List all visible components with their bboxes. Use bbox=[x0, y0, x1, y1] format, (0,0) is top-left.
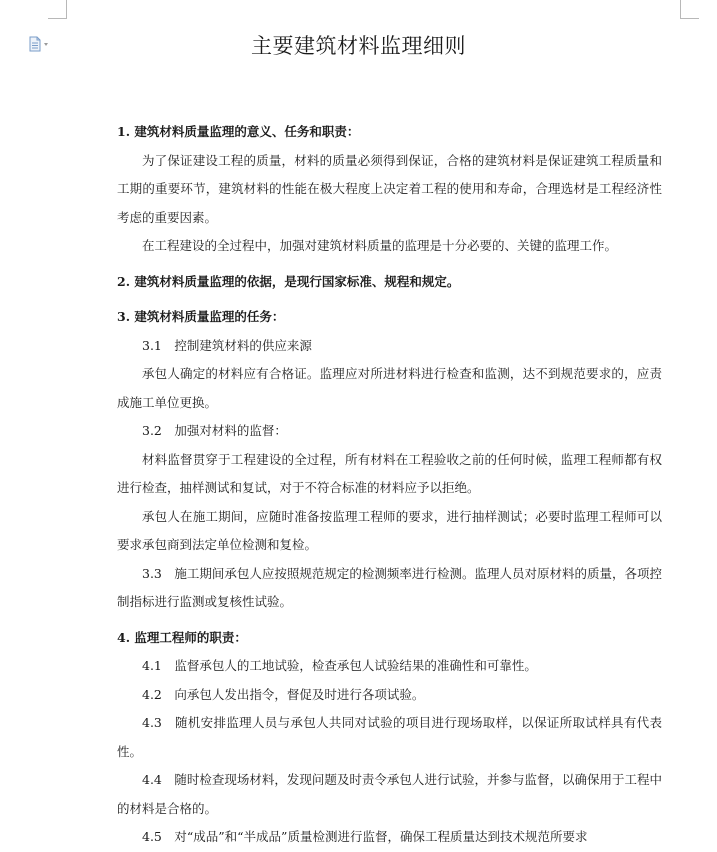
document-title: 主要建筑材料监理细则 bbox=[251, 34, 466, 58]
list-item: 4.4 随时检查现场材料，发现问题及时责令承包人进行试验，并参与监督，以确保用于工程中的材料是合格的。 bbox=[117, 772, 662, 816]
paragraph: 为了保证建设工程的质量，材料的质量必须得到保证，合格的建筑材料是保证建筑工程质量和工期的重要环节，建筑材料的性能在极大程度上决定着工程的使用和寿命，合理选材是工程经济性考虑的重要因素。 bbox=[117, 152, 662, 225]
page-corner-mark-left bbox=[48, 0, 67, 19]
document-body bbox=[117, 118, 662, 852]
list-item: 4.2 向承包人发出指令，督促及时进行各项试验。 bbox=[142, 686, 425, 702]
section-heading: 1. 建筑材料质量监理的意义、任务和职责： bbox=[117, 124, 360, 139]
list-item: 4.3 随机安排监理人员与承包人共同对试验的项目进行现场取样，以保证所取试样具有代表性。 bbox=[117, 715, 662, 759]
paragraph: 承包人在施工期间，应随时准备按监理工程师的要求，进行抽样测试；必要时监理工程师可以要求承包商到法定单位检测和复检。 bbox=[117, 508, 662, 552]
paragraph: 在工程建设的全过程中，加强对建筑材料质量的监理是十分必要的、关键的监理工作。 bbox=[142, 238, 618, 253]
section-heading: 2. 建筑材料质量监理的依据，是现行国家标准、规程和规定。 bbox=[117, 273, 460, 289]
list-item: 4.1 监督承包人的工地试验，检查承包人试验结果的准确性和可靠性。 bbox=[142, 658, 537, 673]
section-heading: 4. 监理工程师的职责： bbox=[117, 629, 247, 645]
paragraph: 承包人确定的材料应有合格证。监理应对所进材料进行检查和监测，达不到规范要求的，应责成施工单位更换。 bbox=[117, 366, 662, 410]
page-corner-mark-right bbox=[680, 0, 699, 19]
section-heading: 3. 建筑材料质量监理的任务： bbox=[117, 309, 285, 324]
subsection-title: 3.2 加强对材料的监督： bbox=[142, 423, 287, 438]
list-item: 4.5 对“成品”和“半成品”质量检测进行监督，确保工程质量达到技术规范所要求 bbox=[142, 829, 588, 844]
paragraph: 3.3 施工期间承包人应按照规范规定的检测频率进行检测。监理人员对原材料的质量，各项控制指标进行监测或复核性试验。 bbox=[117, 565, 662, 609]
paragraph: 材料监督贯穿于工程建设的全过程，所有材料在工程验收之前的任何时候，监理工程师都有权进行检查，抽样测试和复试，对于不符合标准的材料应予以拒绝。 bbox=[117, 451, 662, 495]
subsection-title: 3.1 控制建筑材料的供应来源 bbox=[142, 337, 312, 353]
